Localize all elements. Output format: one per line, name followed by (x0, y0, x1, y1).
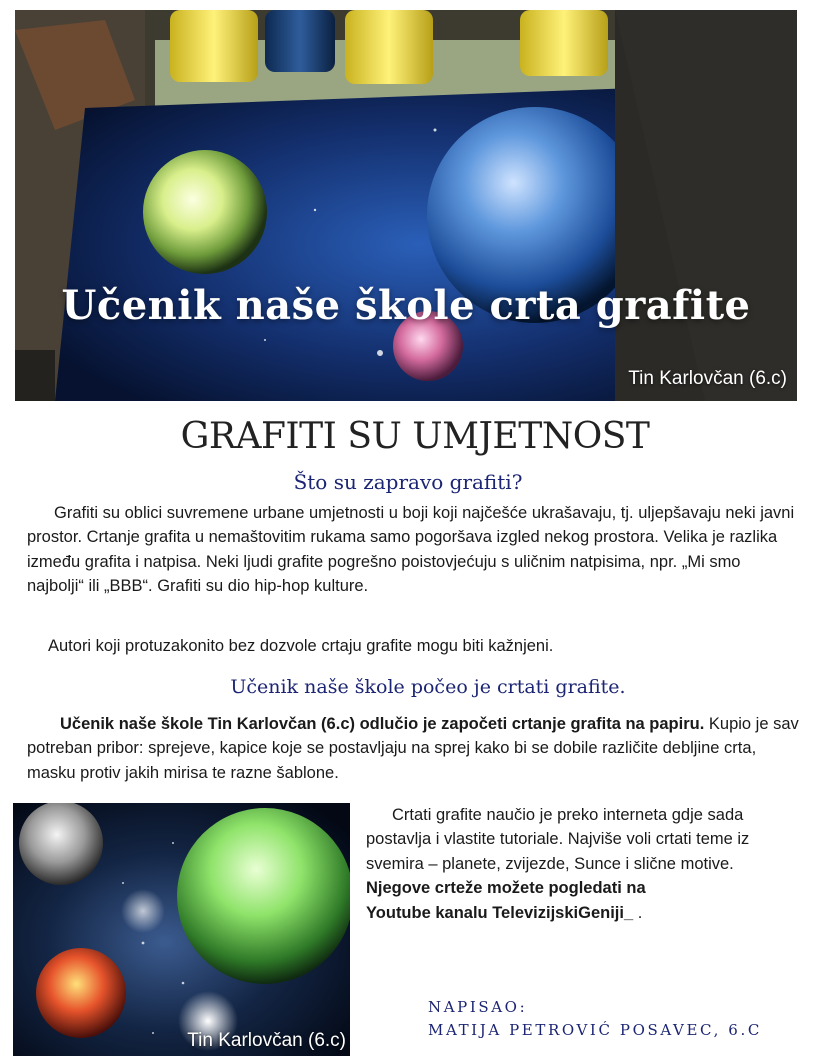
student-paragraph-lead: Učenik naše škole Tin Karlovčan (6.c) odlučio je započeti crtanje grafita na papiru. (60, 715, 705, 733)
youtube-line-2 (366, 901, 806, 925)
artwork-photo (13, 803, 350, 1056)
tutorials-paragraph: Crtati grafite naučio je preko interneta gdje sada postavlja i vlastite tutoriale. Najviše voli crtati teme iz svemira – planete, zvijezde, Sunce i slične motive. (366, 806, 750, 873)
hero-title: Učenik naše škole crta grafite (61, 282, 751, 329)
author-label: NAPISAO: (428, 998, 528, 1016)
page-headline: GRAFITI SU UMJETNOST (180, 416, 650, 457)
artwork-photo-credit: Tin Karlovčan (6.c) (187, 1030, 346, 1051)
section-heading-what-are-graffiti: Što su zapravo grafiti? (293, 470, 523, 494)
author-name: MATIJA PETROVIĆ POSAVEC, 6.C (428, 1021, 762, 1039)
planets-painting (13, 803, 350, 1056)
student-paragraph-body: Kupio je sav potreban pribor: sprejeve, kapice koje se postavljaju na sprej kako bi se dobile različite debljine crta, masku protiv jakih mirisa te razne šablone. (27, 715, 799, 782)
side-text-block (366, 803, 806, 925)
youtube-line-suffix: . (633, 903, 643, 922)
intro-paragraph: Grafiti su oblici suvremene urbane umjetnosti u boji koji najčešće ukrašavaju, tj. uljepšavaju neki javni prostor. Crtanje grafita u nemaštovitim rukama samo pogoršava izgled nekog prostora. Velika je razlika između grafita i natpisa. Neki ljudi grafite pogrešno poistovjećuju s uličnim natpisima, npr. „Mi smo najbolji“ ili „BBB“. Grafiti su dio hip-hop kulture. (27, 504, 795, 596)
hero-photo-credit: Tin Karlovčan (6.c) (628, 368, 787, 389)
author-block (428, 996, 762, 1042)
section-heading-student-started: Učenik naše škole počeo je crtati grafite. (230, 676, 626, 698)
youtube-channel-name: Youtube kanalu TelevizijskiGeniji_ (366, 903, 634, 922)
hero-image (15, 10, 797, 401)
student-paragraph (27, 712, 799, 785)
space-painting-photo (15, 10, 797, 401)
youtube-line-1: Njegove crteže možete pogledati na (366, 879, 646, 898)
penalty-paragraph: Autori koji protuzakonito bez dozvole crtaju grafite mogu biti kažnjeni. (48, 637, 554, 655)
